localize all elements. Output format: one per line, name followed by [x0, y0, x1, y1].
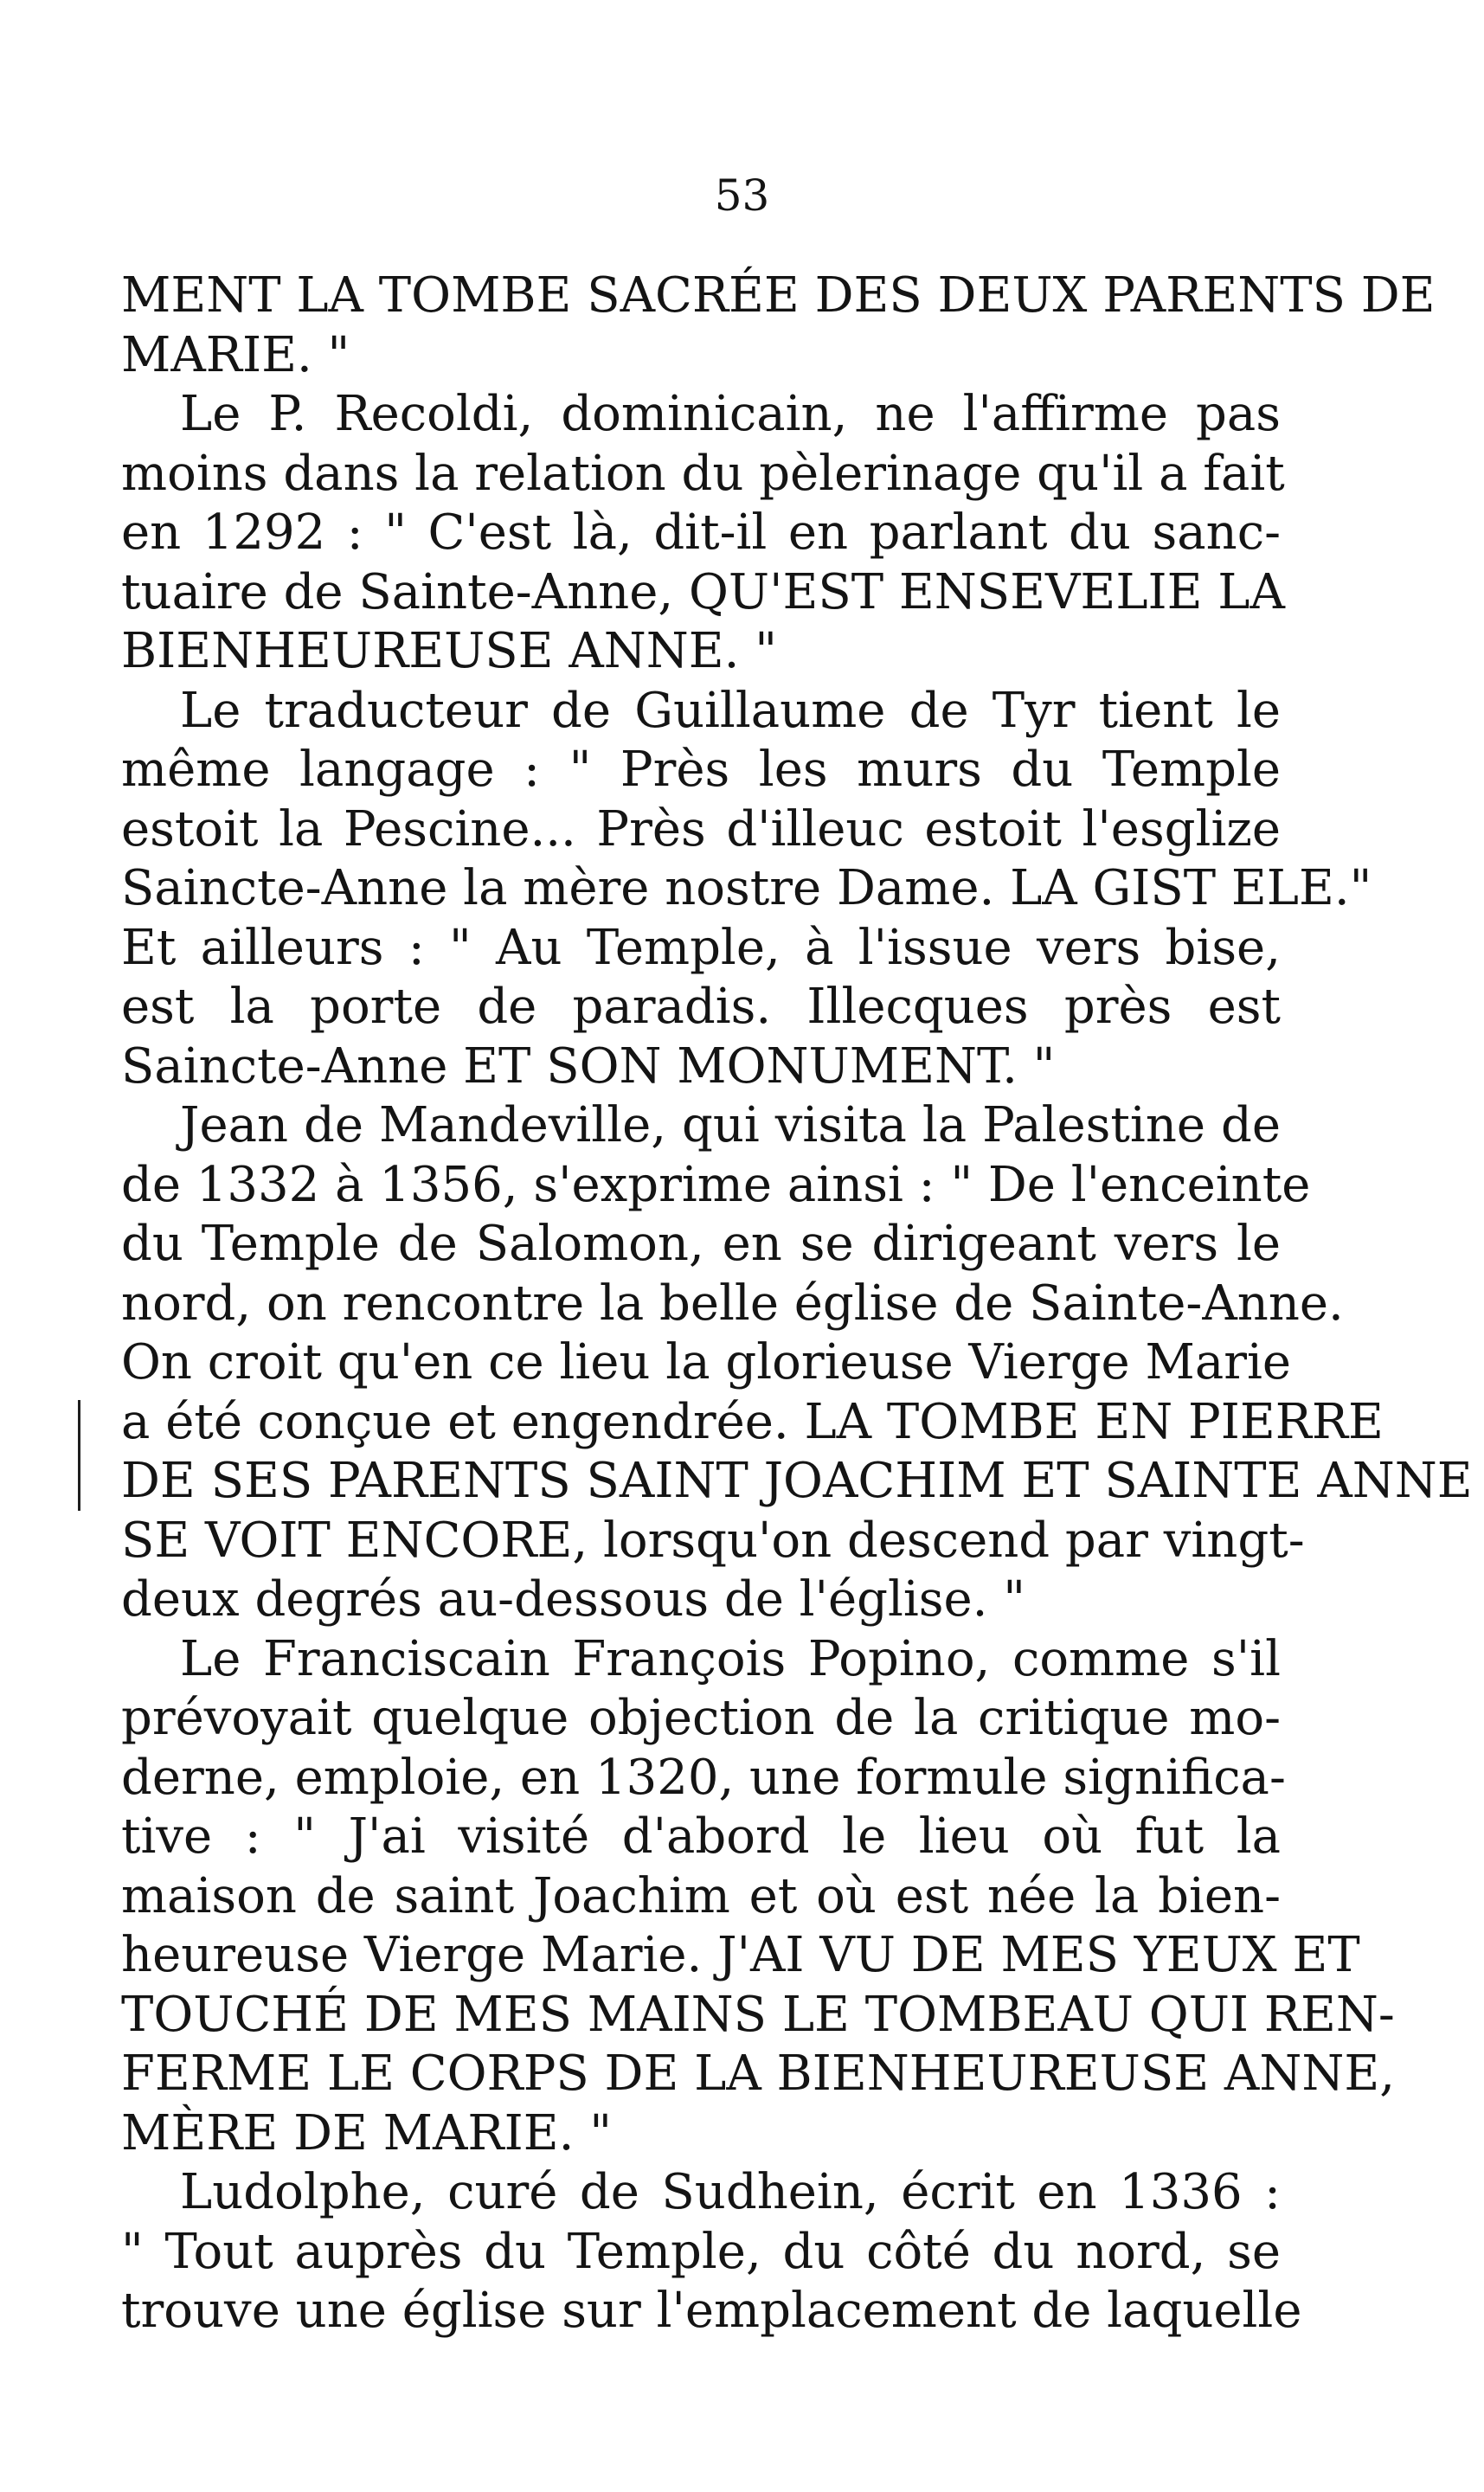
text-line: FERME LE CORPS DE LA BIENHEUREUSE ANNE,: [121, 2046, 1396, 2102]
text-line: de 1332 à 1356, s'exprime ainsi : " De l'enceinte: [121, 1156, 1311, 1213]
text-line: trouve une église sur l'emplacement de laquelle: [121, 2283, 1302, 2339]
body-text: [121, 267, 1473, 2341]
text-line: heureuse Vierge Marie. J'AI VU DE MES YEUX ET: [121, 1927, 1360, 1983]
text-line: TOUCHÉ DE MES MAINS LE TOMBEAU QUI REN-: [121, 1986, 1395, 2043]
text-line: même langage : " Près les murs du Temple: [121, 742, 1281, 798]
text-line: tuaire de Sainte-Anne, QU'EST ENSEVELIE LA: [121, 563, 1285, 620]
text-line: On croit qu'en ce lieu la glorieuse Vierge Marie: [121, 1334, 1292, 1391]
text-line: estoit la Pescine... Près d'illeuc estoit l'esglize: [121, 800, 1281, 857]
text-line: Saincte-Anne la mère nostre Dame. LA GIST ELE.": [121, 860, 1372, 916]
text-line: MARIE. ": [121, 326, 350, 383]
text-line: prévoyait quelque objection de la critique mo-: [121, 1690, 1281, 1746]
text-line: nord, on rencontre la belle église de Sainte-Anne.: [121, 1275, 1344, 1332]
text-line: " Tout auprès du Temple, du côté du nord, se: [121, 2223, 1281, 2280]
text-line: MENT LA TOMBE SACRÉE DES DEUX PARENTS DE: [121, 267, 1436, 324]
text-line: DE SES PARENTS SAINT JOACHIM ET SAINTE ANNE: [121, 1453, 1473, 1509]
text-line: SE VOIT ENCORE, lorsqu'on descend par vingt-: [121, 1512, 1305, 1569]
text-line: Et ailleurs : " Au Temple, à l'issue vers bise,: [121, 919, 1281, 976]
text-line: Le Franciscain François Popino, comme s'il: [180, 1630, 1281, 1687]
text-line: Le P. Recoldi, dominicain, ne l'affirme pas: [180, 386, 1281, 442]
text-line: MÈRE DE MARIE. ": [121, 2104, 612, 2161]
text-line: Le traducteur de Guillaume de Tyr tient le: [180, 682, 1281, 739]
text-line: du Temple de Salomon, en se dirigeant vers le: [121, 1216, 1281, 1272]
text-line: a été conçue et engendrée. LA TOMBE EN PIERRE: [121, 1393, 1384, 1450]
text-line: maison de saint Joachim et où est née la bien-: [121, 1867, 1281, 1924]
text-line: Saincte-Anne ET SON MONUMENT. ": [121, 1037, 1056, 1095]
text-line: Jean de Mandeville, qui visita la Palestine de: [180, 1097, 1281, 1153]
text-line: moins dans la relation du pèlerinage qu'il a fait: [121, 445, 1285, 502]
text-line: en 1292 : " C'est là, dit-il en parlant du sanc-: [121, 504, 1281, 561]
text-line: tive : " J'ai visité d'abord le lieu où fut la: [121, 1808, 1281, 1865]
text-line: deux degrés au-dessous de l'église. ": [121, 1571, 1026, 1628]
text-line: BIENHEUREUSE ANNE. ": [121, 623, 778, 679]
text-line: derne, emploie, en 1320, une formule significa-: [121, 1749, 1286, 1806]
page-number: 53: [714, 170, 770, 221]
text-line: est la porte de paradis. Illecques près est: [121, 979, 1281, 1035]
text-line: Ludolphe, curé de Sudhein, écrit en 1336 :: [180, 2164, 1281, 2220]
margin-mark: [78, 1400, 80, 1511]
